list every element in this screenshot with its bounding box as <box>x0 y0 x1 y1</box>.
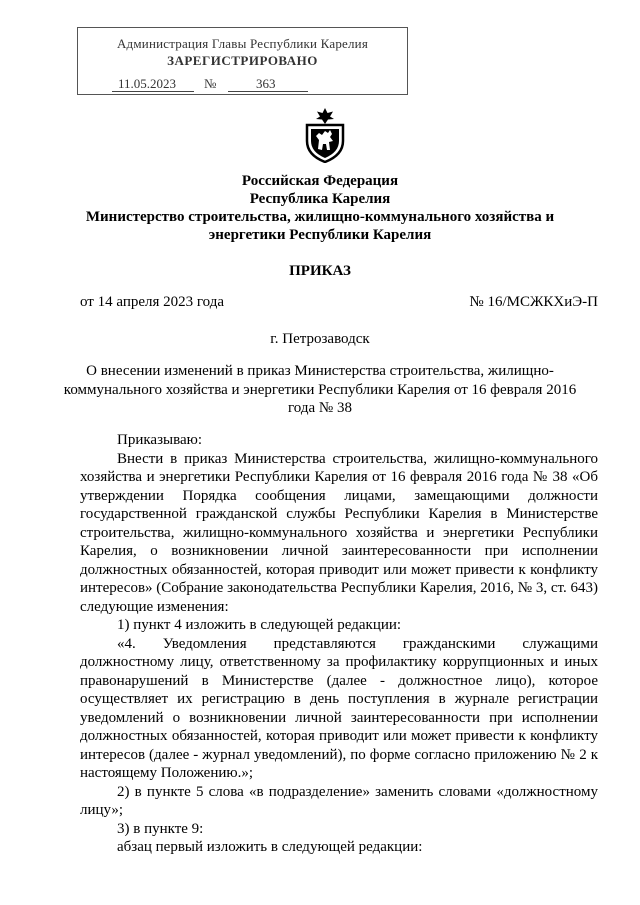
coat-of-arms-icon <box>303 107 347 163</box>
item-3-text: абзац первый изложить в следующей редакции: <box>117 839 423 855</box>
title-line3: года № 38 <box>288 400 352 416</box>
title-line2: коммунального хозяйства и энергетики Республики Карелия от 16 февраля 2016 <box>63 382 577 398</box>
ministry-name-line2: энергетики Республики Карелия <box>208 227 432 243</box>
order-number: № 16/МСЖКХиЭ-П <box>469 294 598 310</box>
stamp-date-underline <box>112 91 194 92</box>
document-type: ПРИКАЗ <box>289 263 351 279</box>
order-word: Приказываю: <box>117 432 202 448</box>
ministry-name-line1: Министерство строительства, жилищно-коммунального хозяйства и <box>85 209 555 225</box>
registration-stamp <box>77 27 408 95</box>
stamp-number-sign: № <box>204 76 217 91</box>
stamp-number: 363 <box>256 76 276 91</box>
quoted-clause-4: «4. Уведомления представляются гражданскими служащими должностному лицу, ответственному за профилактику коррупционных и иных правонарушений в Министерстве (далее - должностное лицо), которое осуществляет их регистрацию в день поступления в журнале регистрации уведомлений о возникновении личной заинтересованности при исполнении должностных обязанностей, которая приводит или может привести к конфликту интересов (далее - журнал уведомлений), по форме согласно приложению № 2 к настоящему Положению.»; <box>80 635 598 781</box>
stamp-registered: ЗАРЕГИСТРИРОВАНО <box>167 53 318 68</box>
amendment-paragraph: Внести в приказ Министерства строительства, жилищно-коммунального хозяйства и энергетики Республики Карелия от 16 февраля 2016 года № 38 «Об утверждении Порядка сообщения лицами, замещающими должности государственной гражданской службы Республики Карелия в Министерстве строительства, жилищно-коммунального хозяйства и энергетики Республики Карелия, о возникновении личной заинтересованности при исполнении должностных обязанностей, которая приводит или может привести к конфликту интересов» (Собрание законодательства Республики Карелия, 2016, № 3, ст. 643) следующие изменения: <box>80 450 598 615</box>
stamp-number-underline <box>228 91 308 92</box>
item-1: 1) пункт 4 изложить в следующей редакции: <box>117 617 402 633</box>
republic-name: Республика Карелия <box>249 191 391 207</box>
stamp-org: Администрация Главы Республики Карелия <box>116 36 369 51</box>
document-body <box>80 431 598 857</box>
country-name: Российская Федерация <box>241 173 399 189</box>
item-3: 3) в пункте 9: <box>117 820 204 837</box>
city: г. Петрозаводск <box>270 331 370 347</box>
order-date: от 14 апреля 2023 года <box>80 294 225 310</box>
stamp-date: 11.05.2023 <box>118 76 177 91</box>
item-2: 2) в пункте 5 слова «в подразделение» заменить словами «должностному лицу»; <box>80 783 598 818</box>
title-line1: О внесении изменений в приказ Министерства строительства, жилищно- <box>86 363 554 379</box>
